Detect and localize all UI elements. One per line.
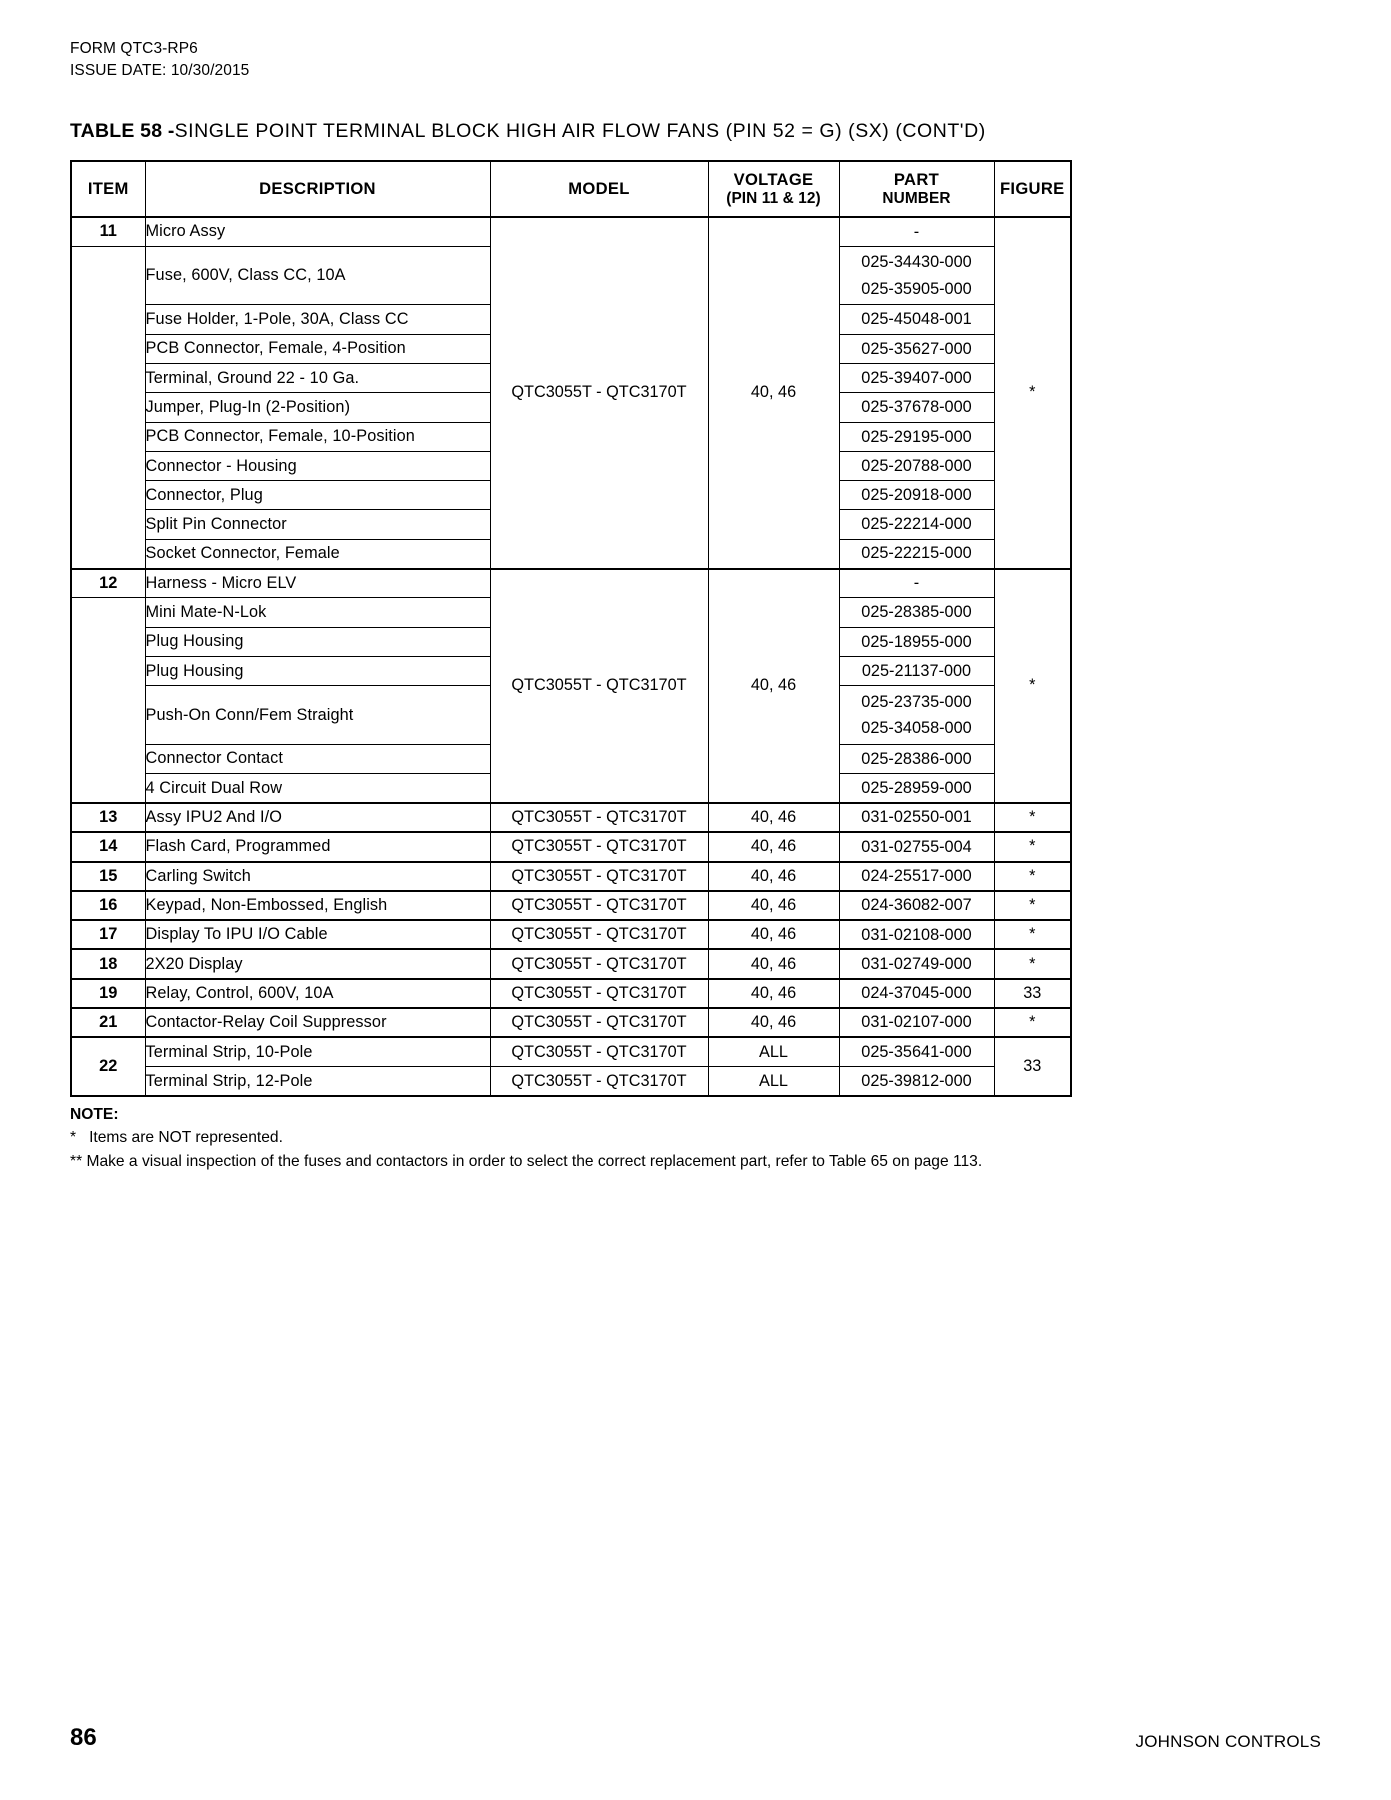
cell-part-number bbox=[839, 305, 994, 334]
cell-figure: * bbox=[994, 217, 1071, 569]
cell-voltage: 40, 46 bbox=[708, 891, 839, 920]
cell-model: QTC3055T - QTC3170T bbox=[490, 803, 708, 832]
table-row bbox=[71, 862, 1071, 891]
column-header-voltage-main: VOLTAGE bbox=[733, 170, 814, 189]
part-number-value: 025-39407-000 bbox=[861, 368, 972, 387]
cell-voltage: 40, 46 bbox=[708, 569, 839, 803]
table-row bbox=[71, 803, 1071, 832]
cell-description: Micro Assy bbox=[145, 217, 490, 246]
cell-item: 17 bbox=[71, 920, 145, 949]
part-number-value: 024-25517-000 bbox=[861, 866, 972, 885]
part-number-value: 025-34430-000 bbox=[861, 253, 972, 272]
cell-voltage: 40, 46 bbox=[708, 217, 839, 569]
cell-part-number bbox=[839, 627, 994, 656]
cell-voltage: 40, 46 bbox=[708, 979, 839, 1008]
part-number-value: 025-34058-000 bbox=[861, 719, 972, 738]
note-line-1: * Items are NOT represented. bbox=[70, 1129, 283, 1147]
cell-model: QTC3055T - QTC3170T bbox=[490, 832, 708, 861]
cell-description: Relay, Control, 600V, 10A bbox=[145, 979, 490, 1008]
cell-part-number bbox=[839, 569, 994, 598]
cell-description: Connector, Plug bbox=[145, 481, 490, 510]
cell-model: QTC3055T - QTC3170T bbox=[490, 1037, 708, 1066]
cell-description: Mini Mate-N-Lok bbox=[145, 598, 490, 627]
cell-part-number bbox=[839, 949, 994, 978]
cell-description: Connector - Housing bbox=[145, 451, 490, 480]
part-number-value: - bbox=[913, 574, 920, 593]
cell-part-number bbox=[839, 686, 994, 745]
cell-model: QTC3055T - QTC3170T bbox=[490, 979, 708, 1008]
cell-part-number bbox=[839, 539, 994, 568]
cell-description: Fuse Holder, 1-Pole, 30A, Class CC bbox=[145, 305, 490, 334]
part-number-value: 025-45048-001 bbox=[861, 310, 972, 329]
cell-part-number bbox=[839, 832, 994, 861]
cell-voltage: ALL bbox=[708, 1067, 839, 1096]
table-row bbox=[71, 891, 1071, 920]
cell-model: QTC3055T - QTC3170T bbox=[490, 920, 708, 949]
cell-description: Display To IPU I/O Cable bbox=[145, 920, 490, 949]
cell-description: Fuse, 600V, Class CC, 10A bbox=[145, 246, 490, 305]
cell-figure: * bbox=[994, 949, 1071, 978]
part-number-value: 031-02749-000 bbox=[861, 954, 972, 973]
part-number-value: 031-02108-000 bbox=[861, 925, 972, 944]
cell-part-number bbox=[839, 598, 994, 627]
cell-model: QTC3055T - QTC3170T bbox=[490, 1067, 708, 1096]
cell-part-number bbox=[839, 422, 994, 451]
cell-description: Socket Connector, Female bbox=[145, 539, 490, 568]
cell-description: Connector Contact bbox=[145, 744, 490, 773]
cell-voltage: 40, 46 bbox=[708, 832, 839, 861]
cell-voltage: 40, 46 bbox=[708, 1008, 839, 1037]
cell-description: Flash Card, Programmed bbox=[145, 832, 490, 861]
cell-figure: * bbox=[994, 569, 1071, 803]
cell-item-continued bbox=[71, 598, 145, 803]
cell-figure: 33 bbox=[994, 979, 1071, 1008]
cell-part-number bbox=[839, 510, 994, 539]
cell-voltage: 40, 46 bbox=[708, 862, 839, 891]
part-number-value: 025-29195-000 bbox=[861, 427, 972, 446]
part-number-value: 025-28959-000 bbox=[861, 778, 972, 797]
cell-item: 15 bbox=[71, 862, 145, 891]
part-number-value: 025-35627-000 bbox=[861, 339, 972, 358]
column-header-item: ITEM bbox=[71, 161, 145, 217]
cell-part-number bbox=[839, 862, 994, 891]
table-row bbox=[71, 1037, 1071, 1066]
cell-item: 14 bbox=[71, 832, 145, 861]
part-number-value: 031-02107-000 bbox=[861, 1013, 972, 1032]
table-header-row bbox=[71, 161, 1071, 217]
cell-item: 16 bbox=[71, 891, 145, 920]
part-number-value: 025-20918-000 bbox=[861, 486, 972, 505]
column-header-description: DESCRIPTION bbox=[145, 161, 490, 217]
cell-item: 11 bbox=[71, 217, 145, 246]
cell-part-number bbox=[839, 1067, 994, 1096]
table-row bbox=[71, 217, 1071, 246]
part-number-value: 025-23735-000 bbox=[861, 692, 972, 711]
cell-voltage: 40, 46 bbox=[708, 920, 839, 949]
cell-description: Terminal Strip, 12-Pole bbox=[145, 1067, 490, 1096]
form-number: FORM QTC3-RP6 bbox=[70, 40, 198, 57]
cell-description: Harness - Micro ELV bbox=[145, 569, 490, 598]
part-number-value: 025-22214-000 bbox=[861, 515, 972, 534]
table-row bbox=[71, 1008, 1071, 1037]
cell-part-number bbox=[839, 979, 994, 1008]
table-row bbox=[71, 1067, 1071, 1096]
notes-block bbox=[70, 1103, 1321, 1173]
part-number-value: 025-18955-000 bbox=[861, 632, 972, 651]
column-header-part-sub: NUMBER bbox=[882, 190, 951, 207]
table-row bbox=[71, 569, 1071, 598]
cell-item: 13 bbox=[71, 803, 145, 832]
column-header-part bbox=[839, 161, 994, 217]
column-header-model: MODEL bbox=[490, 161, 708, 217]
cell-model: QTC3055T - QTC3170T bbox=[490, 891, 708, 920]
cell-part-number bbox=[839, 891, 994, 920]
part-number-value: 031-02550-001 bbox=[861, 808, 972, 827]
part-number-value: 031-02755-004 bbox=[861, 837, 972, 856]
cell-item: 12 bbox=[71, 569, 145, 598]
table-body bbox=[71, 217, 1071, 1096]
part-number-value: 025-28385-000 bbox=[861, 603, 972, 622]
cell-figure: * bbox=[994, 920, 1071, 949]
cell-model: QTC3055T - QTC3170T bbox=[490, 949, 708, 978]
cell-description: Split Pin Connector bbox=[145, 510, 490, 539]
cell-description: Plug Housing bbox=[145, 627, 490, 656]
cell-description: Terminal Strip, 10-Pole bbox=[145, 1037, 490, 1066]
cell-part-number bbox=[839, 363, 994, 392]
table-title bbox=[70, 120, 1321, 143]
cell-part-number bbox=[839, 217, 994, 246]
page-footer bbox=[70, 1724, 1321, 1752]
cell-description: 2X20 Display bbox=[145, 949, 490, 978]
cell-model: QTC3055T - QTC3170T bbox=[490, 862, 708, 891]
page-number: 86 bbox=[70, 1724, 97, 1751]
part-number-value: 025-35641-000 bbox=[861, 1043, 972, 1062]
cell-part-number bbox=[839, 920, 994, 949]
cell-model: QTC3055T - QTC3170T bbox=[490, 217, 708, 569]
document-header bbox=[70, 38, 1321, 82]
part-number-value: 025-39812-000 bbox=[861, 1071, 972, 1090]
cell-part-number bbox=[839, 744, 994, 773]
brand-name: JOHNSON CONTROLS bbox=[1135, 1732, 1321, 1751]
cell-voltage: 40, 46 bbox=[708, 803, 839, 832]
cell-part-number bbox=[839, 1008, 994, 1037]
cell-description: PCB Connector, Female, 4-Position bbox=[145, 334, 490, 363]
cell-figure: * bbox=[994, 832, 1071, 861]
cell-description: 4 Circuit Dual Row bbox=[145, 774, 490, 803]
cell-part-number bbox=[839, 451, 994, 480]
cell-description: Assy IPU2 And I/O bbox=[145, 803, 490, 832]
part-number-value: 024-37045-000 bbox=[861, 984, 972, 1003]
cell-item-continued bbox=[71, 246, 145, 568]
cell-part-number bbox=[839, 334, 994, 363]
cell-figure: * bbox=[994, 803, 1071, 832]
part-number-value: 025-35905-000 bbox=[861, 279, 972, 298]
cell-description: Contactor-Relay Coil Suppressor bbox=[145, 1008, 490, 1037]
cell-item: 19 bbox=[71, 979, 145, 1008]
cell-model: QTC3055T - QTC3170T bbox=[490, 569, 708, 803]
cell-part-number bbox=[839, 656, 994, 685]
cell-description: PCB Connector, Female, 10-Position bbox=[145, 422, 490, 451]
table-row bbox=[71, 832, 1071, 861]
cell-description: Plug Housing bbox=[145, 656, 490, 685]
table-head bbox=[71, 161, 1071, 217]
table-row bbox=[71, 920, 1071, 949]
column-header-figure: FIGURE bbox=[994, 161, 1071, 217]
column-header-voltage-sub: (PIN 11 & 12) bbox=[726, 190, 821, 207]
note-line-2: ** Make a visual inspection of the fuses and contactors in order to select the correct replacement part, refer to Table 65 on page 113. bbox=[70, 1152, 983, 1170]
cell-item: 22 bbox=[71, 1037, 145, 1096]
column-header-voltage bbox=[708, 161, 839, 217]
cell-item: 18 bbox=[71, 949, 145, 978]
cell-description: Jumper, Plug-In (2-Position) bbox=[145, 393, 490, 422]
cell-description: Terminal, Ground 22 - 10 Ga. bbox=[145, 363, 490, 392]
cell-description: Carling Switch bbox=[145, 862, 490, 891]
cell-figure: * bbox=[994, 891, 1071, 920]
part-number-value: 025-37678-000 bbox=[861, 398, 972, 417]
part-number-value: 025-20788-000 bbox=[861, 456, 972, 475]
table-title-label: TABLE 58 - bbox=[70, 120, 175, 142]
table-row bbox=[71, 979, 1071, 1008]
cell-part-number bbox=[839, 1037, 994, 1066]
table-title-text: SINGLE POINT TERMINAL BLOCK HIGH AIR FLOW FANS (PIN 52 = G) (SX) (CONT'D) bbox=[174, 120, 986, 142]
cell-figure: * bbox=[994, 862, 1071, 891]
cell-item: 21 bbox=[71, 1008, 145, 1037]
parts-table bbox=[70, 160, 1072, 1097]
cell-voltage: 40, 46 bbox=[708, 949, 839, 978]
cell-part-number bbox=[839, 774, 994, 803]
part-number-value: 025-21137-000 bbox=[861, 661, 972, 680]
table-row bbox=[71, 949, 1071, 978]
cell-description: Keypad, Non-Embossed, English bbox=[145, 891, 490, 920]
notes-title: NOTE: bbox=[70, 1105, 119, 1123]
cell-figure: 33 bbox=[994, 1037, 1071, 1096]
cell-part-number bbox=[839, 481, 994, 510]
cell-description: Push-On Conn/Fem Straight bbox=[145, 686, 490, 745]
cell-figure: * bbox=[994, 1008, 1071, 1037]
part-number-value: 025-22215-000 bbox=[861, 544, 972, 563]
column-header-part-main: PART bbox=[893, 170, 940, 189]
part-number-value: - bbox=[913, 222, 920, 241]
cell-voltage: ALL bbox=[708, 1037, 839, 1066]
cell-part-number bbox=[839, 393, 994, 422]
issue-date: ISSUE DATE: 10/30/2015 bbox=[70, 62, 250, 79]
cell-model: QTC3055T - QTC3170T bbox=[490, 1008, 708, 1037]
part-number-value: 025-28386-000 bbox=[861, 749, 972, 768]
cell-part-number bbox=[839, 246, 994, 305]
part-number-value: 024-36082-007 bbox=[861, 896, 972, 915]
cell-part-number bbox=[839, 803, 994, 832]
